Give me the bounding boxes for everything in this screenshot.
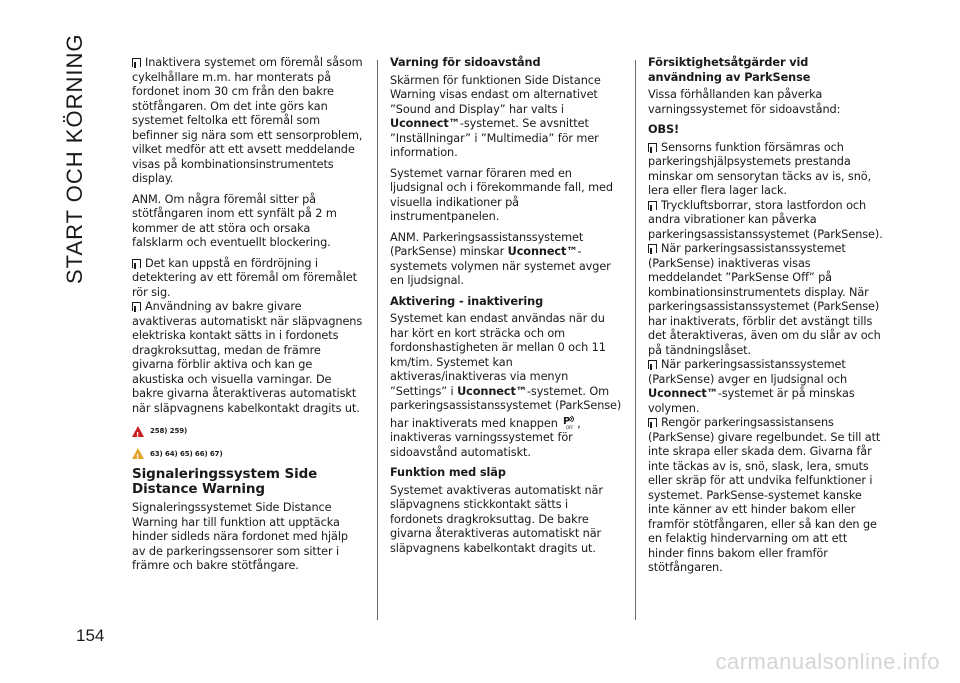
subheading: Funktion med släp	[390, 466, 506, 479]
body-paragraph: Signaleringssystemet Side Distance Warning har till funktion att upptäcka hinder sidleds nära fordonet med hjälp av de parkeringssensorer som sitter i främre och bakre stötfångare.	[132, 501, 348, 572]
bullet-icon	[132, 259, 141, 268]
section-heading: Signaleringssystem Side Distance Warning	[132, 466, 318, 497]
brand-text: Uconnect™	[507, 245, 578, 258]
column-2	[390, 56, 622, 562]
body-paragraph: Skärmen för funktionen Side Distance Warning visas endast om alternativet ”Sound and Display” har valts i Uconnect™-systemet. Se avsnittet ”Inställningar” i ”Multimedia” för mer information.	[390, 73, 601, 159]
warning-reference: ! 258) 259)	[132, 424, 364, 439]
bullet-paragraph: När parkeringsassistanssystemet (ParkSense) avger en ljudsignal och Uconnect™-systemet är på minskas volymen.	[648, 358, 855, 415]
obs-label: OBS!	[648, 123, 680, 136]
note-paragraph: ANM. Parkeringsassistanssystemet (ParkSense) minskar Uconnect™-systemets volymen när systemet avger en ljudsignal.	[390, 230, 611, 287]
bullet-paragraph: Det kan uppstå en fördröjning i detektering av ett föremål om föremålet rör sig.	[132, 256, 357, 299]
watermark: carmanualsonline.info	[715, 649, 940, 674]
bullet-icon	[648, 360, 657, 369]
page-number: 154	[76, 626, 105, 645]
body-paragraph: Systemet avaktiveras automatiskt när släpvagnens stickkontakt sätts i fordonets dragkroksuttag. De bakre givarna återaktiveras automatiskt när släpvagnens kabelkontakt dragits ut.	[390, 483, 603, 555]
subheading: Aktivering - inaktivering	[390, 294, 544, 308]
bullet-icon	[132, 58, 141, 67]
chapter-title: START OCH KÖRNING	[62, 33, 87, 284]
brand-text: Uconnect™	[648, 387, 718, 400]
parksense-button-icon	[562, 414, 576, 430]
note-paragraph: ANM. Om några föremål sitter på stötfångaren inom ett synfält på 2 m kommer de att störa och orsaka falsklarm och eventuellt blockering.	[132, 192, 337, 249]
bullet-paragraph: Inaktivera systemet om föremål såsom cykelhållare m.m. har monterats på fordonet inom 30 cm från den bakre stötfångaren. Om det inte görs kan systemet feltolka ett föremål som befinner sig nära som ett sensorproblem, vilket medför att ett avsett meddelande visas på kombinationsinstrumentets display.	[132, 56, 363, 185]
bullet-icon	[132, 302, 141, 311]
column-divider	[377, 60, 378, 620]
bullet-paragraph: När parkeringsassistanssystemet (ParkSense) inaktiveras visas meddelandet ”ParkSense Off” på kombinationsinstrumentets display. När parkeringsassistanssystemet (ParkSense) har inaktiverats, förblir det avstängt tills det återaktiveras, även om du slår av och på tändningslåset.	[648, 242, 881, 357]
bullet-icon	[648, 201, 657, 210]
brand-text: Uconnect™	[390, 117, 460, 130]
subheading: Försiktighetsåtgärder vid användning av ParkSense	[648, 56, 811, 84]
body-paragraph: Vissa förhållanden kan påverka varningssystemet för sidoavstånd:	[648, 88, 841, 116]
column-3	[648, 56, 884, 576]
bullet-paragraph: Sensorns funktion försämras och parkeringshjälpsystemets prestanda minskar om sensorytan täcks av is, snö, lera eller flera lager lack.	[648, 140, 872, 197]
brand-text: Uconnect™	[457, 384, 527, 398]
body-paragraph: Systemet kan endast användas när du har kört en kort sträcka och om fordonshastigheten är mellan 0 och 11 km/tim. Systemet kan aktiveras/inaktiveras via menyn ”Settings” i Uconnect™-systemet. Om parkeringsassistanssystemet (ParkSense) har inaktiverats med knappen P OFF , inaktiveras varningssystemet för sidoavstånd automatiskt.	[390, 312, 622, 459]
bullet-icon	[648, 244, 657, 253]
bullet-paragraph: Tryckluftsborrar, stora lastfordon och andra vibrationer kan påverka parkeringsassistanssystemet (ParkSense).	[648, 198, 883, 241]
bullet-paragraph: Användning av bakre givare avaktiveras automatiskt när släpvagnens elektriska kontakt sätts in i fordonets dragkroksuttag, medan de främre givarna förblir aktiva och kan ge akustiska och visuella varningar. De bakre givarna återaktiveras automatiskt när släpvagnens kabelkontakt dragits ut.	[132, 300, 363, 415]
bullet-icon	[648, 418, 657, 427]
body-paragraph: Systemet varnar föraren med en ljudsignal och i förekommande fall, med visuella indikationer på instrumentpanelen.	[390, 166, 613, 223]
svg-text:OFF: OFF	[566, 424, 574, 430]
svg-text:P: P	[563, 415, 571, 427]
column-1	[132, 56, 364, 580]
bullet-icon	[648, 143, 657, 152]
caution-reference: ! 63) 64) 65) 66) 67)	[132, 447, 364, 462]
subheading: Varning för sidoavstånd	[390, 56, 541, 69]
warning-triangle-icon	[132, 426, 144, 437]
caution-triangle-icon	[132, 448, 144, 459]
column-divider	[635, 60, 636, 620]
bullet-paragraph: Rengör parkeringsassistansens (ParkSense) givare regelbundet. Se till att inte skrapa eller skada dem. Givarna får inte täckas av is, snö, slask, lera, smuts eller skräp för att undvika felfunktioner i systemet. ParkSense-systemet kanske inte känner av ett hinder bakom eller framför stötfångaren, eller så kan den ge en felaktig hindervarning om att ett hinder finns bakom eller framför stötfångaren.	[648, 416, 881, 574]
